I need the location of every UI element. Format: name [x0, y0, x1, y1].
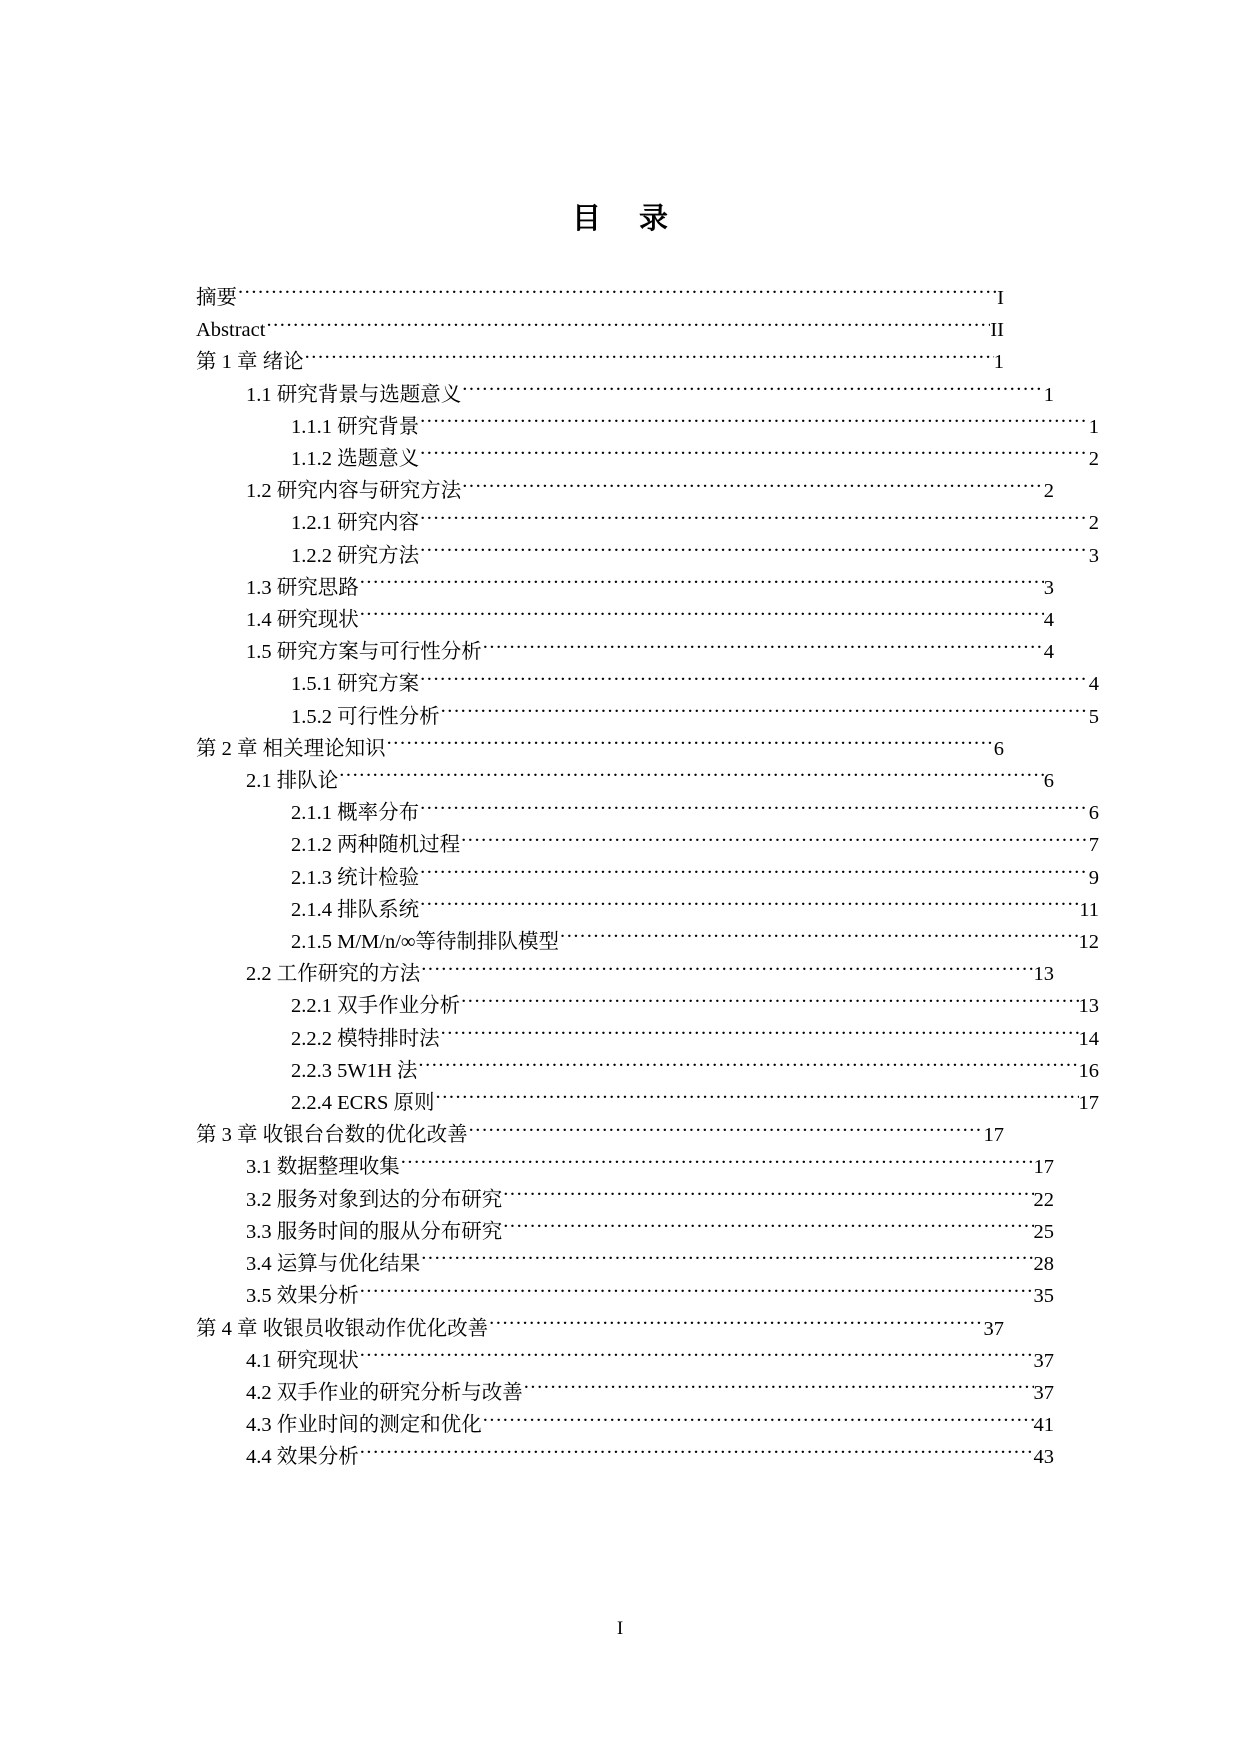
- toc-leader-dots: [420, 412, 1089, 433]
- toc-entry-page-number: 22: [1033, 1188, 1054, 1211]
- toc-leader-dots: [462, 380, 1044, 401]
- toc-entry-page-number: 13: [1078, 995, 1099, 1018]
- toc-leader-dots: [360, 1282, 1034, 1303]
- toc-leader-dots: [420, 863, 1089, 884]
- toc-entry-label: 1.5 研究方案与可行性分析: [246, 641, 482, 664]
- toc-leader-dots: [360, 1346, 1034, 1367]
- toc-entry-label: 1.3 研究思路: [246, 576, 359, 599]
- toc-entry-page-number: I: [997, 287, 1004, 309]
- toc-entry[interactable]: [196, 475, 1054, 507]
- toc-leader-dots: [420, 895, 1079, 916]
- toc-leader-dots: [401, 1153, 1034, 1174]
- toc-entry[interactable]: [196, 411, 1099, 443]
- toc-entry[interactable]: [196, 636, 1054, 668]
- toc-entry[interactable]: [196, 1313, 1004, 1345]
- toc-entry-page-number: 9: [1088, 866, 1099, 889]
- toc-entry-page-number: 1: [993, 351, 1004, 374]
- toc-entry-label: 1.5.2 可行性分析: [291, 705, 440, 728]
- toc-leader-dots: [360, 606, 1044, 627]
- toc-entry-page-number: 41: [1033, 1414, 1054, 1437]
- toc-entry-label: 摘要: [196, 287, 237, 309]
- toc-entry-page-number: II: [990, 319, 1004, 342]
- toc-entry-label: 3.1 数据整理收集: [246, 1156, 400, 1179]
- toc-leader-dots: [420, 509, 1089, 530]
- toc-leader-dots: [483, 638, 1044, 659]
- toc-leader-dots: [420, 670, 1089, 691]
- toc-entry-page-number: 2: [1088, 448, 1099, 471]
- toc-leader-dots: [418, 1056, 1078, 1077]
- toc-entry[interactable]: [196, 379, 1054, 411]
- toc-leader-dots: [462, 477, 1044, 498]
- toc-entry-label: 3.2 服务对象到达的分布研究: [246, 1188, 503, 1211]
- toc-entry-page-number: 1: [1088, 415, 1099, 438]
- toc-leader-dots: [420, 541, 1089, 562]
- toc-leader-dots: [461, 831, 1089, 852]
- toc-entry[interactable]: [196, 1023, 1099, 1055]
- toc-entry[interactable]: [196, 1280, 1054, 1312]
- toc-entry[interactable]: [196, 1087, 1099, 1119]
- toc-entry[interactable]: [196, 507, 1099, 539]
- toc-entry-label: 3.3 服务时间的服从分布研究: [246, 1220, 503, 1243]
- toc-entry-label: 3.4 运算与优化结果: [246, 1253, 421, 1276]
- toc-entry-label: 第 2 章 相关理论知识: [196, 737, 386, 760]
- toc-entry[interactable]: [196, 1119, 1004, 1151]
- toc-entry-label: 2.1 排队论: [246, 770, 339, 793]
- toc-entry-page-number: 13: [1033, 963, 1054, 986]
- toc-entry-page-number: 2: [1088, 512, 1099, 535]
- toc-leader-dots: [461, 992, 1078, 1013]
- toc-entry-page-number: 16: [1078, 1059, 1099, 1082]
- toc-entry[interactable]: [196, 1248, 1054, 1280]
- toc-entry[interactable]: [196, 958, 1054, 990]
- toc-leader-dots: [238, 284, 997, 305]
- toc-entry[interactable]: [196, 1377, 1054, 1409]
- toc-leader-dots: [441, 702, 1089, 723]
- toc-leader-dots: [266, 316, 990, 337]
- toc-entry-page-number: 28: [1033, 1253, 1054, 1276]
- toc-entry-page-number: 5: [1088, 705, 1099, 728]
- toc-entry[interactable]: [196, 282, 1004, 314]
- toc-entry[interactable]: [196, 572, 1054, 604]
- toc-entry[interactable]: [196, 733, 1004, 765]
- toc-entry[interactable]: [196, 990, 1099, 1022]
- toc-entry-page-number: 6: [1088, 802, 1099, 825]
- toc-leader-dots: [503, 1185, 1033, 1206]
- toc-leader-dots: [360, 573, 1044, 594]
- toc-entry-label: 2.2 工作研究的方法: [246, 963, 421, 986]
- toc-entry-label: 第 1 章 绪论: [196, 351, 304, 374]
- toc-leader-dots: [483, 1411, 1034, 1432]
- toc-entry-label: 2.1.3 统计检验: [291, 866, 420, 889]
- toc-entry[interactable]: [196, 1216, 1054, 1248]
- toc-entry-page-number: 37: [1033, 1349, 1054, 1372]
- toc-entry-label: 2.2.2 模特排时法: [291, 1027, 440, 1050]
- toc-entry[interactable]: [196, 765, 1054, 797]
- toc-entry[interactable]: [196, 668, 1099, 700]
- toc-entry[interactable]: [196, 1345, 1054, 1377]
- toc-entry[interactable]: [196, 926, 1099, 958]
- toc-entry[interactable]: [196, 1441, 1054, 1473]
- footer-page-number: I: [616, 1618, 624, 1639]
- toc-leader-dots: [420, 799, 1089, 820]
- toc-entry-page-number: 2: [1043, 480, 1054, 503]
- toc-entry-page-number: 3: [1043, 576, 1054, 599]
- toc-entry[interactable]: [196, 829, 1099, 861]
- toc-entry-page-number: 6: [1043, 770, 1054, 793]
- toc-leader-dots: [339, 767, 1044, 788]
- toc-entry-page-number: 4: [1043, 641, 1054, 664]
- toc-leader-dots: [420, 445, 1089, 466]
- toc-entry[interactable]: [196, 604, 1054, 636]
- toc-entry[interactable]: [196, 1151, 1054, 1183]
- toc-entry-label: 2.2.1 双手作业分析: [291, 995, 461, 1018]
- toc-leader-dots: [441, 1024, 1079, 1045]
- toc-entry[interactable]: [196, 701, 1099, 733]
- toc-entry[interactable]: [196, 1409, 1054, 1441]
- toc-entry[interactable]: [196, 443, 1099, 475]
- toc-entry-label: 2.1.5 M/M/n/∞等待制排队模型: [291, 931, 560, 954]
- toc-entry-page-number: 11: [1079, 898, 1099, 921]
- toc-entry[interactable]: [196, 894, 1099, 926]
- toc-entry-page-number: 1: [1043, 383, 1054, 406]
- toc-entry-label: 1.4 研究现状: [246, 609, 359, 632]
- toc-entry-label: 第 4 章 收银员收银动作优化改善: [196, 1317, 489, 1340]
- toc-entry-page-number: 14: [1078, 1027, 1099, 1050]
- toc-entry-page-number: 37: [1033, 1381, 1054, 1404]
- toc-entry-label: 2.2.3 5W1H 法: [291, 1059, 418, 1082]
- toc-entry[interactable]: [196, 1184, 1054, 1216]
- toc-leader-dots: [421, 1250, 1033, 1271]
- toc-entry-page-number: 4: [1043, 609, 1054, 632]
- toc-leader-dots: [305, 348, 994, 369]
- toc-entry-page-number: 3: [1088, 544, 1099, 567]
- toc-entry-label: 1.5.1 研究方案: [291, 673, 420, 696]
- toc-entry-page-number: 12: [1078, 931, 1099, 954]
- toc-entry[interactable]: [196, 797, 1099, 829]
- toc-leader-dots: [560, 928, 1078, 949]
- page-title: 目 录: [571, 201, 683, 235]
- toc-entry-page-number: 35: [1033, 1285, 1054, 1308]
- toc-leader-dots: [489, 1314, 983, 1335]
- toc-entry-label: 2.1.2 两种随机过程: [291, 834, 461, 857]
- toc-entry-page-number: 7: [1088, 834, 1099, 857]
- toc-entry-label: 2.2.4 ECRS 原则: [291, 1092, 435, 1115]
- toc-entry-label: 1.1.1 研究背景: [291, 415, 420, 438]
- toc-entry-label: 2.1.1 概率分布: [291, 802, 420, 825]
- table-of-contents: [196, 282, 1099, 1474]
- toc-entry[interactable]: [196, 540, 1099, 572]
- toc-leader-dots: [503, 1217, 1033, 1238]
- toc-entry[interactable]: [196, 314, 1004, 346]
- toc-entry-label: 4.2 双手作业的研究分析与改善: [246, 1381, 523, 1404]
- toc-entry-label: 1.2 研究内容与研究方法: [246, 480, 462, 503]
- toc-leader-dots: [469, 1121, 984, 1142]
- toc-leader-dots: [360, 1443, 1034, 1464]
- toc-entry-page-number: 43: [1033, 1446, 1054, 1469]
- toc-leader-dots: [524, 1378, 1034, 1399]
- toc-entry-page-number: 17: [1033, 1156, 1054, 1179]
- toc-entry-label: 4.1 研究现状: [246, 1349, 359, 1372]
- toc-entry[interactable]: [196, 1055, 1099, 1087]
- toc-entry-label: 4.4 效果分析: [246, 1446, 359, 1469]
- toc-entry-page-number: 37: [983, 1317, 1004, 1340]
- toc-entry-label: 2.1.4 排队系统: [291, 898, 420, 921]
- toc-entry-label: 1.1.2 选题意义: [291, 448, 420, 471]
- toc-leader-dots: [436, 1089, 1079, 1110]
- toc-entry-label: 1.2.2 研究方法: [291, 544, 420, 567]
- toc-entry-page-number: 6: [993, 737, 1004, 760]
- toc-entry-page-number: 4: [1088, 673, 1099, 696]
- toc-entry-label: Abstract: [196, 319, 266, 342]
- toc-entry-label: 4.3 作业时间的测定和优化: [246, 1414, 482, 1437]
- toc-leader-dots: [387, 734, 994, 755]
- toc-entry[interactable]: [196, 862, 1099, 894]
- toc-leader-dots: [421, 960, 1033, 981]
- toc-entry-label: 1.2.1 研究内容: [291, 512, 420, 535]
- toc-entry-label: 3.5 效果分析: [246, 1285, 359, 1308]
- toc-entry-page-number: 17: [1078, 1092, 1099, 1115]
- toc-entry-page-number: 25: [1033, 1220, 1054, 1243]
- toc-entry-label: 1.1 研究背景与选题意义: [246, 383, 462, 406]
- toc-entry[interactable]: [196, 346, 1004, 378]
- toc-entry-page-number: 17: [983, 1124, 1004, 1147]
- toc-entry-label: 第 3 章 收银台台数的优化改善: [196, 1124, 468, 1147]
